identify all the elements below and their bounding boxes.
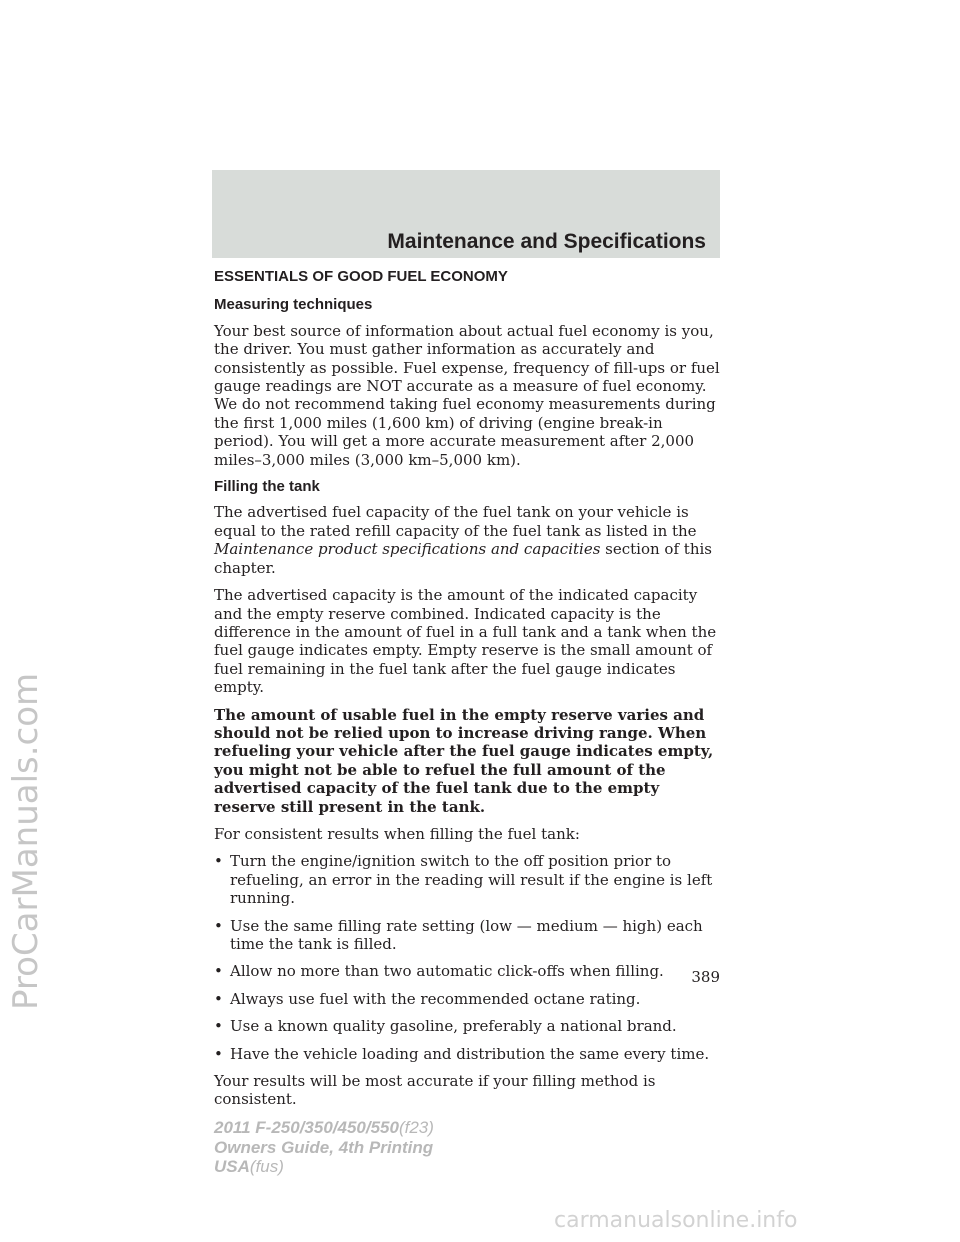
measuring-subheading: Measuring techniques — [214, 296, 373, 314]
footer-line-model: 2011 F-250/350/450/550(f23) — [214, 1118, 434, 1137]
bullet-icon: • — [214, 989, 223, 1008]
bottom-watermark: carmanualsonline.info — [554, 1208, 798, 1233]
capacity-paragraph — [214, 503, 724, 577]
list-item: • Turn the engine/ignition switch to the off position prior to refueling, an error in the reading will result if the engine is left running. — [214, 852, 713, 908]
side-watermark-text: ProCarManuals.com — [6, 672, 46, 1010]
capacity-reference-link-text: Maintenance product specifications and capacities — [214, 540, 601, 559]
filling-tips-list — [214, 852, 724, 1063]
bullet-icon: • — [214, 962, 223, 981]
measuring-paragraph: Your best source of information about actual fuel economy is you, the driver. You must gather information as accurately and consistently as possible. Fuel expense, frequency of fill-ups or fuel gauge readings are NOT accurate as a measure of fuel economy. We do not recommend taking fuel economy measurements during the first 1,000 miles (1,600 km) of driving (engine break-in period). You will get a more accurate measurement after 2,000 miles–3,000 miles (3,000 km–5,000 km). — [214, 321, 720, 469]
list-item: • Have the vehicle loading and distribution the same every time. — [214, 1044, 710, 1063]
list-item: • Use the same filling rate setting (low — medium — high) each time the tank is filled. — [214, 916, 703, 953]
section-title: Maintenance and Specifications — [387, 230, 706, 253]
filling-intro: For consistent results when filling the fuel tank: — [214, 824, 580, 843]
page-number: 389 — [691, 968, 720, 986]
bullet-icon: • — [214, 1017, 223, 1036]
footer-line-guide: Owners Guide, 4th Printing — [214, 1137, 434, 1157]
bullet-icon: • — [214, 852, 223, 871]
filling-subheading: Filling the tank — [214, 478, 320, 496]
warning-paragraph: The amount of usable fuel in the empty reserve varies and should not be relied upon to increase driving range. When refueling your vehicle after the fuel gauge indicates empty, you might not be able to refuel the full amount of the advertised capacity of the fuel tank due to the empty reserve still present in the tank. — [214, 705, 714, 816]
document-footer — [214, 1118, 434, 1177]
bullet-icon: • — [214, 916, 223, 935]
list-item: • Always use fuel with the recommended octane rating. — [214, 989, 641, 1008]
bullet-icon: • — [214, 1044, 223, 1063]
list-item: • Use a known quality gasoline, preferably a national brand. — [214, 1017, 677, 1036]
capacity-paragraph-start: The advertised fuel capacity of the fuel tank on your vehicle is equal to the rated refill capacity of the fuel tank as listed in the — [214, 503, 697, 540]
page-heading: ESSENTIALS OF GOOD FUEL ECONOMY — [214, 268, 508, 285]
closing-paragraph: Your results will be most accurate if your filling method is consistent. — [214, 1072, 656, 1109]
footer-line-region: USA(fus) — [214, 1157, 284, 1176]
list-item: • Allow no more than two automatic click-offs when filling. — [214, 962, 664, 981]
section-header-band — [212, 170, 720, 258]
reserve-paragraph: The advertised capacity is the amount of the indicated capacity and the empty reserve combined. Indicated capacity is the difference in the amount of fuel in a full tank and a tank when the fuel gauge indicates empty. Empty reserve is the small amount of fuel remaining in the fuel tank after the fuel gauge indicates empty. — [214, 586, 717, 697]
page-content — [214, 268, 724, 1118]
capacity-paragraph-end: section of this chapter. — [214, 540, 712, 577]
